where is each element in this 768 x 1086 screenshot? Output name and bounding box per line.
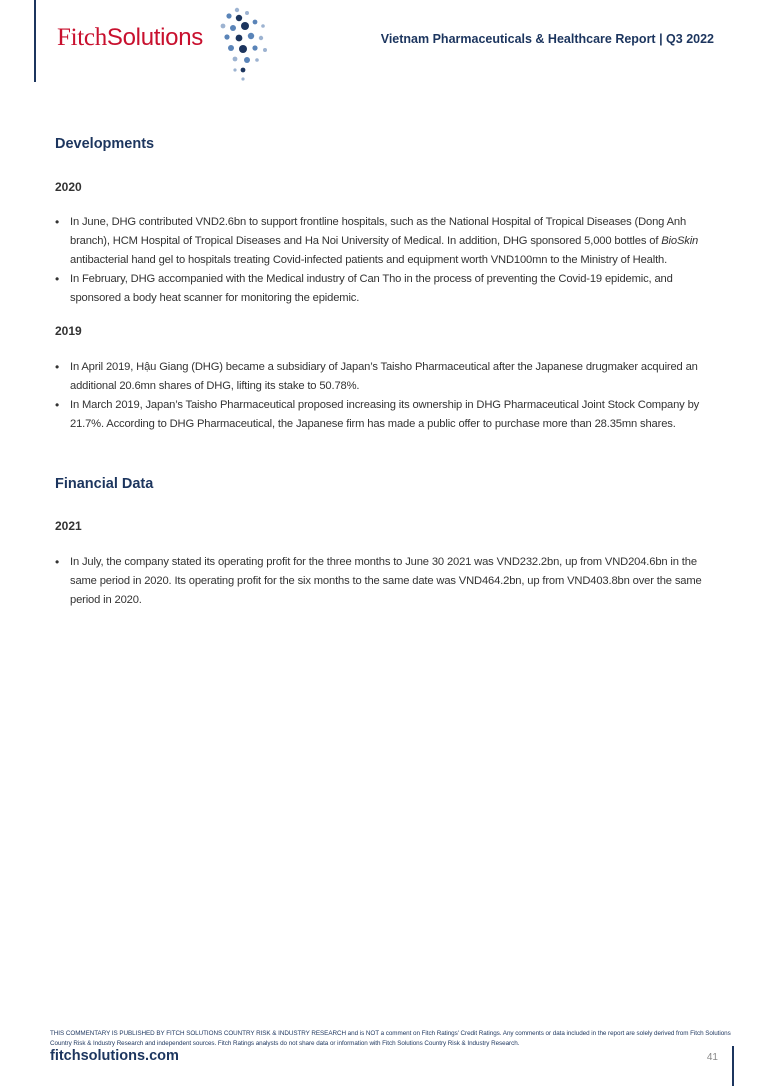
year-2020-heading: 2020 (55, 180, 82, 194)
list-item: • In February, DHG accompanied with the Medical industry of Can Tho in the process of preventing the Covid-19 epidemic, and sponsored a body heat scanner for monitoring the epidemic. (55, 270, 717, 308)
financial-2021-list (55, 553, 717, 610)
report-title: Vietnam Pharmaceuticals & Healthcare Report | Q3 2022 (380, 32, 714, 46)
footer-accent-line (732, 1046, 734, 1086)
developments-2020-list (55, 213, 717, 308)
bullet-text-end: antibacterial hand gel to hospitals treating Covid-infected patients and equipment worth VND100mn to the Ministry of Health. (70, 254, 668, 266)
page-number: 41 (706, 1052, 718, 1063)
footer-site-link[interactable]: fitchsolutions.com (50, 1048, 179, 1064)
bullet-text-start: In June, DHG contributed VND2.6bn to support frontline hospitals, such as the National Hospital of Tropical Diseases (Dong Anh branch), HCM Hospital of Tropical Diseases and Ha Noi University of Medical. In addition, DHG sponsored 5,000 bottles of (70, 216, 687, 247)
developments-heading: Developments (55, 136, 155, 152)
list-item: • In July, the company stated its operating profit for the three months to June 30 2021 was VND232.2bn, up from VND204.6bn in the same period in 2020. Its operating profit for the six months to the same date was VND464.2bn, up from VND403.8bn over the same period in 2020. (55, 553, 717, 610)
list-item: • In April 2019, Hậu Giang (DHG) became a subsidiary of Japan’s Taisho Pharmaceutical after the Japanese drugmaker acquired an additional 20.6mn shares of DHG, lifting its stake to 50.78%. (55, 358, 717, 396)
product-name: BioSkin (661, 235, 699, 247)
list-item: • In March 2019, Japan’s Taisho Pharmaceutical proposed increasing its ownership in DHG Pharmaceutical Joint Stock Company by 21.7%. According to DHG Pharmaceutical, the Japanese firm has made a public offer to purchase more than 28.35mn shares. (55, 396, 717, 434)
year-2021-heading: 2021 (55, 519, 82, 533)
logo-fitch-text: Fitch (57, 24, 107, 51)
financial-data-heading: Financial Data (55, 476, 154, 492)
footer-disclaimer: THIS COMMENTARY IS PUBLISHED BY FITCH SOLUTIONS COUNTRY RISK & INDUSTRY RESEARCH and is NOT a comment on Fitch Ratings' Credit Ratings. Any comments or data included in the report are solely derived from Fitch Solutions Country Risk & Industry Research and independent sources. Fitch Ratings analysts do not share data or information with Fitch Solutions Country Risk & Industry Research. (50, 1030, 731, 1047)
header-accent-line (34, 0, 36, 82)
year-2019-heading: 2019 (55, 324, 82, 338)
list-item (55, 213, 717, 270)
logo-solutions-text: Solutions (106, 24, 203, 51)
fitch-solutions-logo (57, 22, 247, 72)
logo-dots-icon (207, 4, 287, 84)
developments-2019-list (55, 358, 717, 434)
